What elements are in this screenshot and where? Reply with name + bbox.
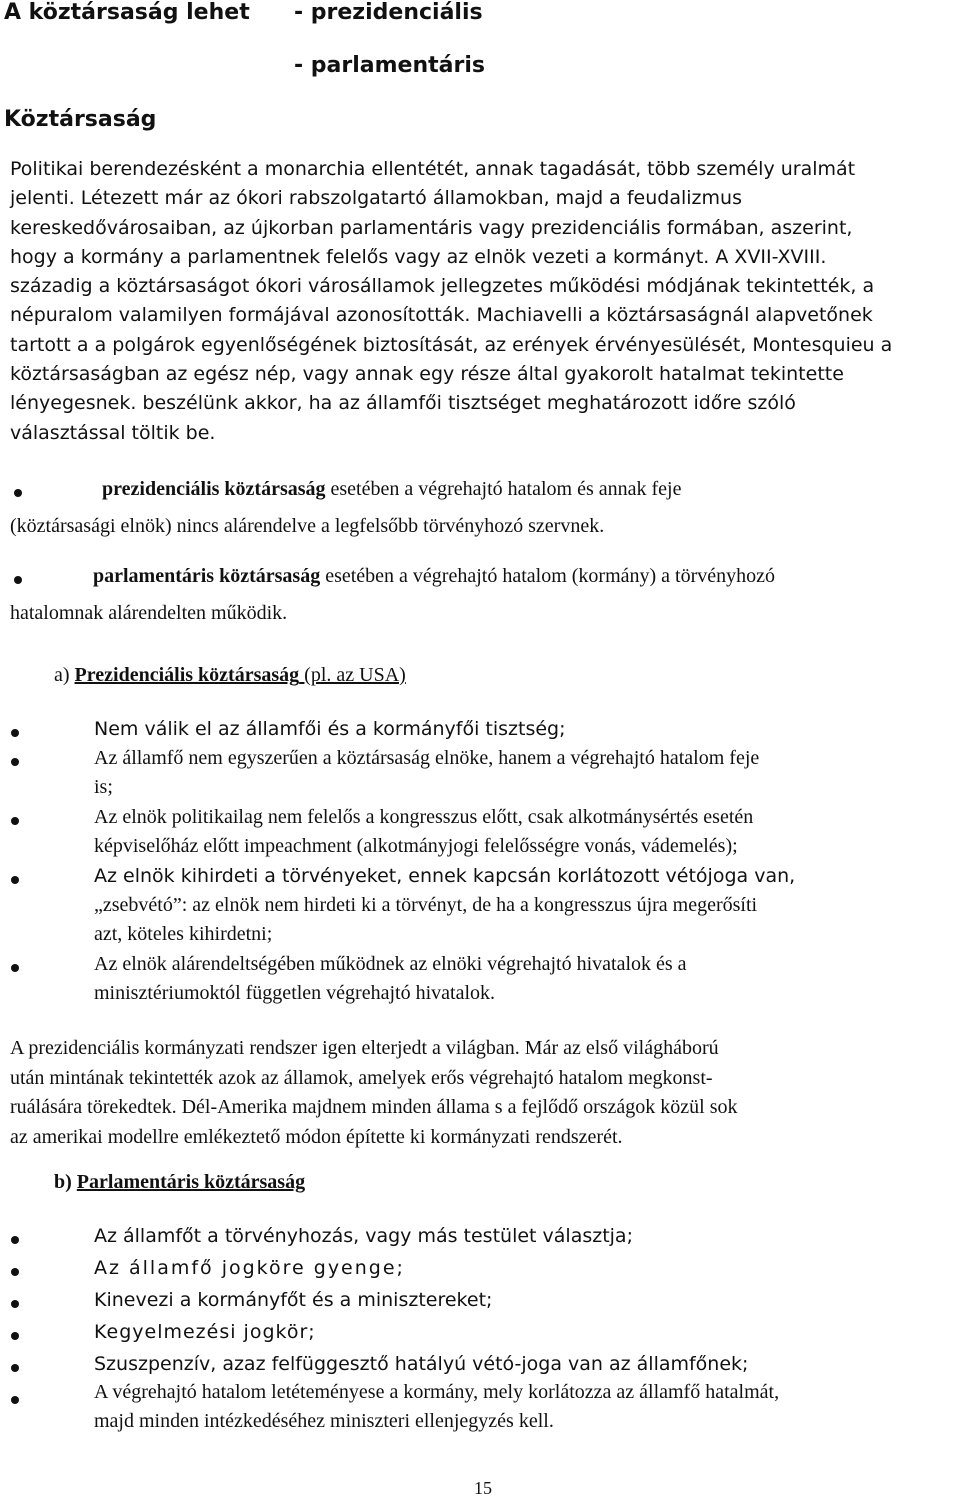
list-item: Az államfőt a törvényhozás, vagy más testület választja;	[94, 1225, 633, 1247]
list-item-continuation: minisztériumoktól független végrehajtó hivatalok.	[94, 982, 496, 1004]
bullet-icon	[11, 729, 19, 737]
presidential-paragraph	[10, 1034, 738, 1153]
list-item: Nem válik el az államfői és a kormányfői tisztség;	[94, 718, 566, 740]
list-item: Az elnök alárendeltségében működnek az elnöki végrehajtó hivatalok és a	[94, 953, 687, 975]
bullet-icon	[14, 576, 22, 584]
definition-text: esetében a végrehajtó hatalom és annak feje	[325, 478, 682, 500]
definition-continuation: (köztársasági elnök) nincs alárendelve a legfelsőbb törvényhozó szervnek.	[10, 515, 605, 537]
list-item-continuation: is;	[94, 776, 113, 798]
list-item-continuation: majd minden intézkedéséhez miniszteri ellenjegyzés kell.	[94, 1410, 554, 1432]
paragraph-line: után mintának tekintették azok az államok, amelyek erős végrehajtó hatalom megkonst-	[10, 1066, 713, 1089]
intro-line: kereskedővárosaiban, az újkorban parlamentáris vagy prezidenciális formában, aszerint,	[10, 216, 853, 239]
definition-text: esetében a végrehajtó hatalom (kormány) a törvényhozó	[320, 565, 776, 587]
bullet-icon	[11, 876, 19, 884]
list-item: Kegyelmezési jogkör;	[94, 1321, 316, 1343]
list-item: Szuszpenzív, azaz felfüggesztő hatályú vétó-joga van az államfőnek;	[94, 1353, 749, 1375]
definition-parliamentary	[93, 565, 775, 588]
list-item: Az államfő nem egyszerűen a köztársaság elnöke, hanem a végrehajtó hatalom feje	[94, 747, 760, 769]
paragraph-line: az amerikai modellre emlékeztető módon építette ki kormányzati rendszerét.	[10, 1126, 623, 1149]
section-title: Köztársaság	[4, 107, 157, 132]
list-item: Az elnök politikailag nem felelős a kongresszus előtt, csak alkotmánysértés esetén	[94, 806, 754, 828]
section-b-heading	[54, 1171, 305, 1194]
intro-line: Politikai berendezésként a monarchia ellentétét, annak tagadását, több személy uralmát	[10, 158, 856, 180]
list-item-continuation: képviselőház előtt impeachment (alkotmányjogi felelősségre vonás, vádemelés);	[94, 835, 738, 857]
bullet-icon	[11, 1268, 19, 1276]
intro-line: köztársaságban az egész nép, vagy annak egy része által gyakorolt hatalmat tekintette	[10, 363, 844, 386]
list-item: Az államfő jogköre gyenge;	[94, 1257, 405, 1279]
definition-term: parlamentáris köztársaság	[93, 565, 321, 587]
definition-continuation: hatalomnak alárendelten működik.	[10, 602, 288, 624]
bullet-icon	[11, 817, 19, 825]
page-number: 15	[474, 1478, 492, 1498]
intro-line: tartott a a polgárok egyenlőségének biztosítását, az erények érvényesülését, Montesquieu a	[10, 333, 893, 356]
section-b-title: Parlamentáris köztársaság	[76, 1171, 306, 1193]
list-item: A végrehajtó hatalom letéteményese a kormány, mely korlátozza az államfő hatalmát,	[94, 1381, 780, 1403]
paragraph-line: A prezidenciális kormányzati rendszer igen elterjedt a világban. Már az első világháború	[10, 1037, 719, 1059]
section-a-suffix: (pl. az USA)	[299, 664, 406, 686]
bullet-icon	[11, 1300, 19, 1308]
header-title: A köztársaság lehet	[4, 0, 250, 25]
intro-line: lényegesnek. beszélünk akkor, ha az államfői tisztséget meghatározott időre szóló	[10, 392, 796, 415]
list-item: Az elnök kihirdeti a törvényeket, ennek kapcsán korlátozott vétójoga van,	[94, 865, 796, 887]
intro-line: századig a köztársaságot ókori városállamok jellegzetes működési módjának tekintették, a	[10, 275, 875, 298]
form-parliamentary: - parlamentáris	[294, 53, 485, 78]
list-item-continuation: „zsebvétó”: az elnök nem hirdeti ki a törvényt, de ha a kongresszus újra megerősíti	[94, 894, 758, 916]
definition-term: prezidenciális köztársaság	[102, 478, 326, 500]
intro-line: hogy a kormány a parlamentnek felelős vagy az elnök vezeti a kormányt. A XVII-XVIII.	[10, 245, 827, 268]
bullet-icon	[11, 964, 19, 972]
bullet-icon	[11, 1332, 19, 1340]
bullet-icon	[11, 1396, 19, 1404]
section-a-heading	[54, 664, 406, 687]
intro-line: jelenti. Létezett már az ókori rabszolgatartó államokban, majd a feudalizmus	[10, 187, 742, 210]
intro-line: népuralom valamilyen formájával azonosították. Machiavelli a köztársaságnál alapvetőnek	[10, 304, 873, 327]
list-item-continuation: azt, köteles kihirdetni;	[94, 923, 273, 945]
section-a-prefix: a)	[54, 664, 70, 686]
section-b-prefix: b)	[54, 1171, 72, 1193]
intro-paragraph	[10, 155, 892, 448]
list-item: Kinevezi a kormányfőt és a minisztereket;	[94, 1289, 493, 1311]
definition-presidential	[102, 478, 681, 501]
paragraph-line: ruálására törekedtek. Dél-Amerika majdnem minden állama s a fejlődő országok közül sok	[10, 1096, 738, 1119]
form-presidential: - prezidenciális	[294, 0, 483, 25]
bullet-icon	[14, 489, 22, 497]
section-a-title: Prezidenciális köztársaság	[74, 664, 300, 686]
bullet-icon	[11, 1364, 19, 1372]
bullet-icon	[11, 1236, 19, 1244]
bullet-icon	[11, 758, 19, 766]
intro-line: választással töltik be.	[10, 421, 216, 444]
